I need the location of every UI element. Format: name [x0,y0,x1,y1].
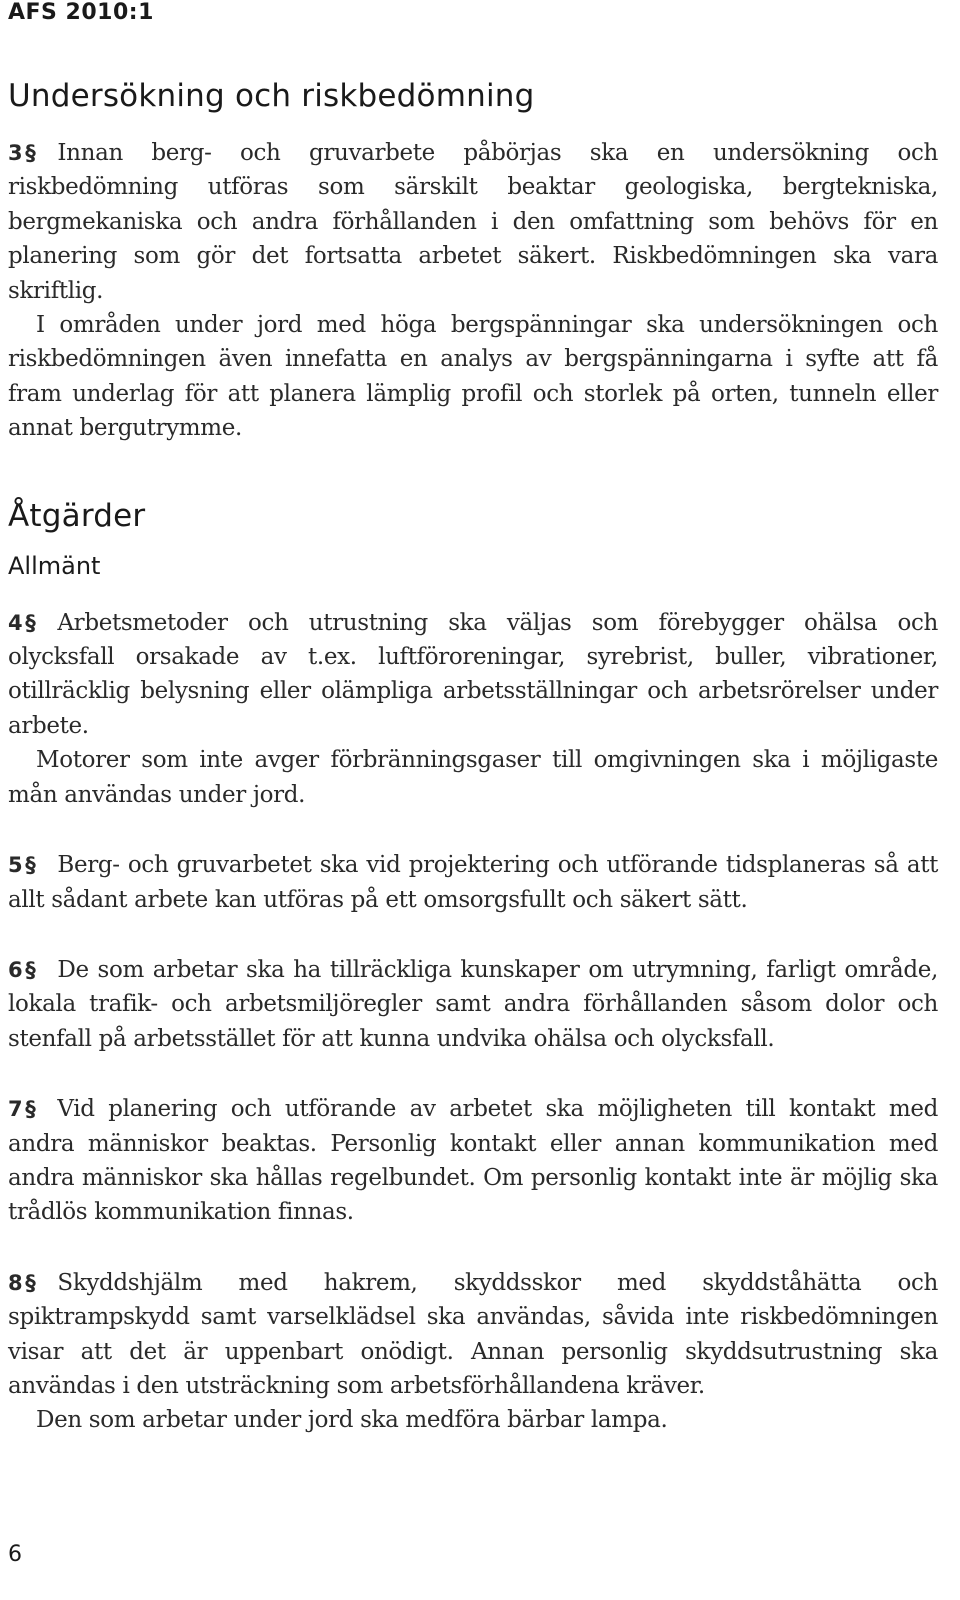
paragraph-number: 7 [8,1097,23,1122]
paragraph-8 [8,1266,938,1438]
document-code: AFS 2010:1 [8,0,154,25]
document-body [8,78,938,1474]
paragraph-8-text [8,1266,938,1404]
paragraph-number: 5 [8,853,23,878]
paragraph-body: De som arbetar ska ha tillräckliga kunskaper om utrymning, farligt område, lokala trafik- och arbetsmiljöregler samt andra förhållanden såsom dolor och stenfall på arbetsstället för att kunna undvika ohälsa och olycksfall. [8,956,938,1052]
section-sign: § [25,1270,36,1295]
paragraph-6-text [8,953,938,1056]
paragraph-7 [8,1092,938,1230]
paragraph-4-continuation: Motorer som inte avger förbränningsgaser till omgivningen ska i möjligaste mån användas under jord. [8,747,938,808]
paragraph-3 [8,136,938,446]
paragraph-5-text [8,848,938,917]
paragraph-8-continuation: Den som arbetar under jord ska medföra bärbar lampa. [36,1407,668,1434]
section-sign: § [25,1097,36,1122]
section-sign: § [25,853,36,878]
section-sign: § [25,141,36,165]
section-sign: § [25,957,36,982]
paragraph-body: Skyddshjälm med hakrem, skyddsskor med skyddståhätta och spiktrampskydd samt varselklädsel ska användas, såvida inte riskbedömningen visar att det är uppenbart onödigt. Annan personlig skyddsutrustning ska användas i den utsträckning som arbetsförhållandena kräver. [8,1269,938,1399]
subheading-allmant: Allmänt [8,551,101,580]
page-number: 6 [8,1542,22,1567]
paragraph-3-text [8,136,938,308]
paragraph-body: Berg- och gruvarbetet ska vid projektering och utförande tidsplaneras så att allt sådant arbete kan utföras på ett omsorgsfullt och säkert sätt. [8,852,938,913]
paragraph-body: Vid planering och utförande av arbetet ska möjligheten till kontakt med andra människor beaktas. Personlig kontakt eller annan kommunikation med andra människor ska hållas regelbundet. Om personlig kontakt inte är möjlig ska trådlös kommunikation finnas. [8,1096,938,1226]
paragraph-body: Innan berg- och gruvarbete påbörjas ska en undersökning och riskbedömning utföras som särskilt beaktar geologiska, bergtekniska, bergmekaniska och andra förhållanden i den omfattning som behövs för en planering som gör det fortsatta arbetet säkert. Riskbedömningen ska vara skriftlig. [8,140,938,304]
paragraph-6 [8,953,938,1056]
section-heading-atgarder: Åtgärder [8,497,146,534]
paragraph-number: 3 [8,141,23,165]
paragraph-4-text [8,606,938,744]
paragraph-7-text [8,1092,938,1230]
paragraph-number: 4 [8,610,23,635]
section-sign: § [25,610,36,635]
paragraph-number: 6 [8,957,23,982]
paragraph-4 [8,606,938,812]
paragraph-5 [8,848,938,917]
paragraph-number: 8 [8,1270,23,1295]
section-heading-undersokning: Undersökning och riskbedömning [8,78,535,114]
paragraph-3-continuation: I områden under jord med höga bergspänningar ska undersökningen och riskbedömningen även innefatta en analys av bergspänningarna i syfte att få fram underlag för att planera lämplig profil och storlek på orten, tunneln eller annat bergutrymme. [8,312,938,442]
paragraph-body: Arbetsmetoder och utrustning ska väljas som förebygger ohälsa och olycksfall orsakade av t.ex. luftföroreningar, syrebrist, buller, vibrationer, otillräcklig belysning eller olämpliga arbetsställningar och arbetsrörelser under arbete. [8,609,938,739]
